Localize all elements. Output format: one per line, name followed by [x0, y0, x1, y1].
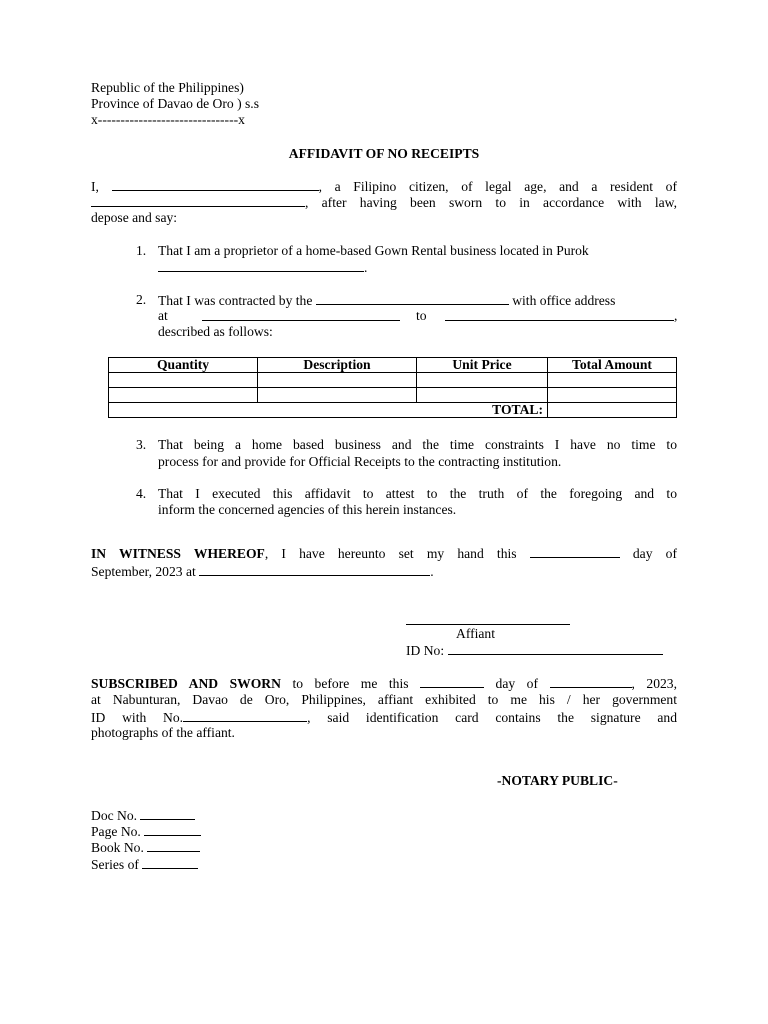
- sworn-year: , 2023,: [631, 676, 678, 691]
- item-2-office-address: with office address: [512, 293, 616, 308]
- contractor-blank[interactable]: [316, 292, 509, 305]
- item-2-contracted-by: That I was contracted by the: [158, 293, 313, 308]
- table-row: [109, 388, 677, 403]
- witness-date-place: September, 2023 at: [91, 564, 196, 579]
- book-no-label: Book No.: [91, 840, 144, 855]
- document-title: AFFIDAVIT OF NO RECEIPTS: [288, 146, 480, 161]
- item-3-line-1: That being a home based business and the time constraints I have no time to: [158, 437, 677, 452]
- item-2-to-label: to: [416, 308, 427, 323]
- item-2-line-1: [158, 292, 677, 310]
- purok-blank[interactable]: [158, 259, 364, 272]
- affiant-label: Affiant: [456, 626, 496, 641]
- page-no-line: [91, 823, 201, 841]
- intro-part2: , a Filipino citizen, of legal age, and a resident of: [318, 179, 677, 194]
- item-1-text: [158, 243, 677, 260]
- notary-public-label: -NOTARY PUBLIC-: [497, 773, 618, 788]
- series-label: Series of: [91, 857, 139, 872]
- cell-quantity[interactable]: [109, 388, 258, 403]
- series-line: [91, 856, 198, 874]
- doc-no-blank[interactable]: [140, 807, 195, 820]
- col-unit-price: Unit Price: [417, 358, 548, 373]
- sworn-line-4: photographs of the affiant.: [91, 725, 235, 740]
- venue-line-separator: x-------------------------------x: [91, 112, 245, 127]
- sworn-day-of: day of: [495, 676, 538, 691]
- cell-unit-price[interactable]: [417, 373, 548, 388]
- item-4-number: 4.: [136, 486, 147, 501]
- sworn-line-1: [91, 675, 677, 693]
- total-label: TOTAL:: [109, 403, 548, 418]
- sworn-day-blank[interactable]: [420, 675, 484, 688]
- item-4-line-2: inform the concerned agencies of this herein instances.: [158, 502, 457, 517]
- item-1-line: That I am a proprietor of a home-based Gown Rental business located in Purok: [158, 243, 589, 258]
- intro-line-2: [91, 194, 677, 228]
- address-to-blank[interactable]: [445, 308, 674, 321]
- witness-heading: IN WITNESS WHEREOF: [91, 546, 265, 561]
- item-2-comma: ,: [674, 308, 678, 323]
- series-blank[interactable]: [142, 856, 198, 869]
- witness-line-2: [91, 563, 434, 581]
- item-2-number: 2.: [136, 292, 147, 307]
- witness-line-1: [91, 545, 677, 563]
- affiant-id-label: ID No:: [406, 643, 445, 658]
- cell-unit-price[interactable]: [417, 388, 548, 403]
- witness-place-blank[interactable]: [199, 563, 430, 576]
- sworn-month-blank[interactable]: [550, 675, 632, 688]
- col-description: Description: [258, 358, 417, 373]
- item-3-number: 3.: [136, 437, 147, 452]
- address-from-blank[interactable]: [202, 308, 400, 321]
- sworn-heading: SUBSCRIBED AND SWORN: [91, 676, 281, 691]
- cell-description[interactable]: [258, 373, 417, 388]
- sworn-line-2: at Nabunturan, Davao de Oro, Philippines, affiant exhibited to me his / her government: [91, 692, 677, 707]
- sworn-text-a: to before me this: [292, 676, 409, 691]
- col-quantity: Quantity: [109, 358, 258, 373]
- item-2-at-label: at: [158, 308, 168, 323]
- book-no-blank[interactable]: [147, 839, 200, 852]
- witness-period: .: [430, 564, 434, 579]
- witness-day-of: day of: [632, 546, 677, 561]
- item-1-line-2: [158, 259, 677, 277]
- goods-table: [108, 357, 677, 418]
- table-header-row: [109, 358, 677, 373]
- cell-description[interactable]: [258, 388, 417, 403]
- item-1-number: 1.: [136, 243, 147, 258]
- cell-quantity[interactable]: [109, 373, 258, 388]
- book-no-line: [91, 839, 200, 857]
- item-1-period: .: [364, 260, 368, 275]
- cell-grand-total[interactable]: [548, 403, 677, 418]
- residence-blank[interactable]: [91, 194, 305, 207]
- sworn-id-number-blank[interactable]: [183, 709, 307, 722]
- venue-line-province: Province of Davao de Oro ) s.s: [91, 96, 259, 111]
- item-3-line-2: process for and provide for Official Receipts to the contracting institution.: [158, 454, 562, 469]
- sworn-line-3-rest: , said identification card contains the signature and: [307, 710, 677, 725]
- affiant-id-line: [406, 642, 663, 660]
- cell-total-amount[interactable]: [548, 388, 677, 403]
- item-4-line-1: That I executed this affidavit to attest to the truth of the foregoing and to: [158, 486, 677, 501]
- witness-text-a: , I have hereunto set my hand this: [264, 546, 517, 561]
- intro-line-3: depose and say:: [91, 210, 178, 225]
- table-row: [109, 373, 677, 388]
- page-no-blank[interactable]: [144, 823, 201, 836]
- intro-part3: , after having been sworn to in accordance with law,: [305, 195, 677, 210]
- venue-line-country: Republic of the Philippines): [91, 80, 244, 95]
- doc-no-line: [91, 807, 195, 825]
- witness-day-blank[interactable]: [530, 545, 620, 558]
- sworn-id-with: ID with No.: [91, 710, 184, 725]
- item-2-line-3: described as follows:: [158, 324, 273, 339]
- page-no-label: Page No.: [91, 824, 141, 839]
- intro-i: I,: [91, 179, 99, 194]
- doc-no-label: Doc No.: [91, 808, 138, 823]
- affiant-name-blank[interactable]: [112, 178, 319, 191]
- col-total-amount: Total Amount: [548, 358, 677, 373]
- cell-total-amount[interactable]: [548, 373, 677, 388]
- affiant-id-blank[interactable]: [448, 642, 663, 655]
- table-total-row: [109, 403, 677, 418]
- affiant-signature-line[interactable]: [406, 624, 570, 625]
- sworn-line-3: [91, 709, 677, 727]
